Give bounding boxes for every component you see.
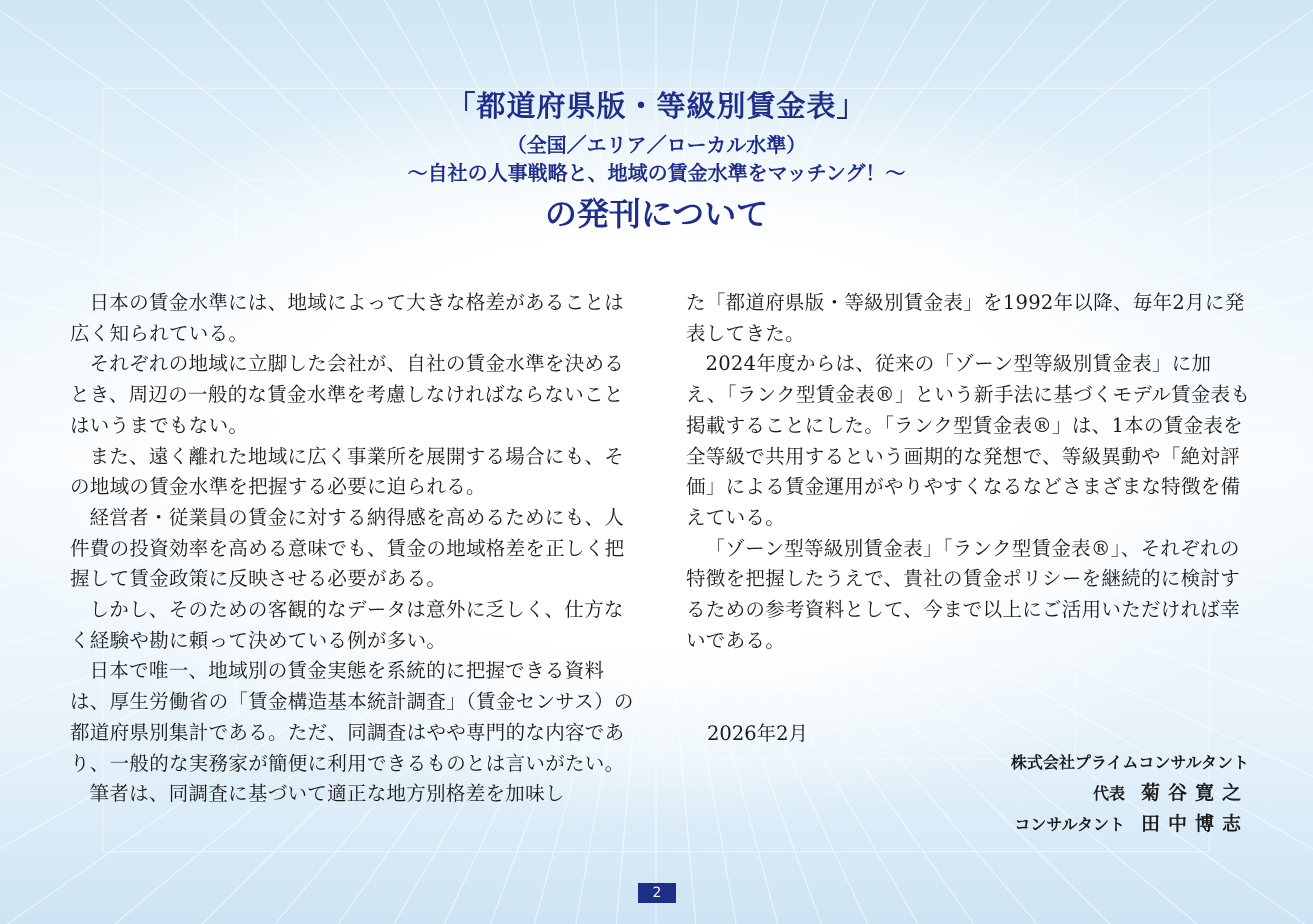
person-name: 菊谷寛之 [1140, 782, 1249, 804]
person-name: 田中博志 [1140, 813, 1249, 835]
paragraph: 2024年度からは、従来の「ゾーン型等級別賃金表」に加え、「ランク型賃金表®」という新手法に基づくモデル賃金表も掲載することにした。「ランク型賃金表®」は、1本の賃金表を全等級で共用するという画期的な発想で、等級異動や「絶対評価」による賃金運用がやりやすくなるなどさまざまな特徴を備えている。 [686, 352, 1251, 529]
paragraph: 日本で唯一、地域別の賃金実態を系統的に把握できる資料は、厚生労働省の「賃金構造基本統計調査」（賃金センサス）の都道府県別集計である。ただ、同調査はやや専門的な内容であり、一般的な実務家が簡便に利用できるものとは言いがたい。 [70, 659, 634, 775]
paragraph-continued: た「都道府県版・等級別賃金表」を1992年以降、毎年2月に発表してきた。 [686, 291, 1245, 345]
role-label: コンサルタント [1014, 815, 1125, 834]
paragraph: 筆者は、同調査に基づいて適正な地方別格差を加味し [89, 782, 565, 806]
publication-date: 2026年2月 [707, 722, 809, 745]
paragraph: 「ゾーン型等級別賃金表」「ランク型賃金表®」、それぞれの特徴を把握したうえで、貴社の賃金ポリシーを継続的に検討するための参考資料として、今まで以上にご活用いただければ幸いである。 [686, 536, 1241, 652]
page-number-badge: 2 [638, 883, 676, 903]
paragraph: 経営者・従業員の賃金に対する納得感を高めるためにも、人件費の投資効率を高める意味でも、賃金の地域格差を正しく把握して賃金政策に反映させる必要がある。 [70, 505, 625, 591]
left-text-column [70, 288, 635, 810]
title-block [0, 86, 1313, 237]
subtitle-tagline: 〜自社の人事戦略と、地域の賃金水準をマッチング！〜 [407, 161, 906, 185]
paragraph: それぞれの地域に立脚した会社が、自社の賃金水準を決めるとき、周辺の一般的な賃金水準を考慮しなければならないことはいうまでもない。 [70, 352, 625, 437]
right-text-column [686, 288, 1251, 656]
signature-block [1011, 748, 1249, 840]
signature-line-2 [1011, 809, 1249, 840]
title-suffix: の発刊について [544, 195, 769, 233]
paragraph: 日本の賃金水準には、地域によって大きな格差があることは広く知られている。 [70, 291, 625, 345]
paragraph: しかし、そのための客観的なデータは意外に乏しく、仕方なく経験や勘に頼って決めている例が多い。 [70, 598, 624, 652]
main-title: 「都道府県版・等級別賃金表」 [446, 89, 867, 123]
role-label: 代表 [1092, 784, 1125, 803]
subtitle-scope: （全国／エリア／ローカル水準） [506, 133, 807, 157]
signature-line-1 [1011, 778, 1249, 809]
company-name: 株式会社プライムコンサルタント [1010, 753, 1249, 772]
paragraph: また、遠く離れた地域に広く事業所を展開する場合にも、その地域の賃金水準を把握する必要に迫られる。 [70, 444, 625, 499]
